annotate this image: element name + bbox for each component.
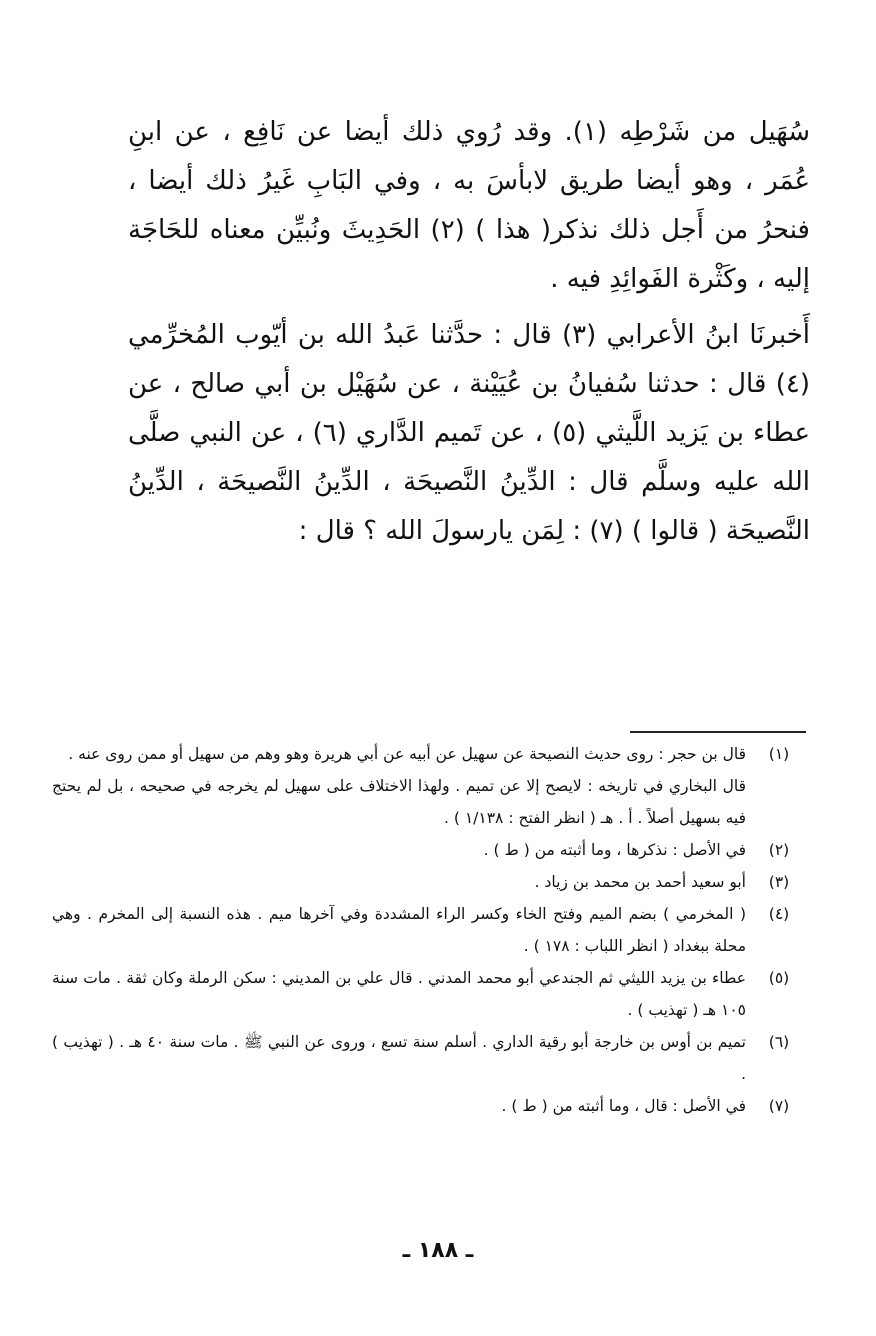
footnote-2 xyxy=(52,834,812,866)
footnote-3 xyxy=(52,866,812,898)
footnote-text: تميم بن أوس بن خارجة أبو رقية الداري . أسلم سنة تسع ، وروى عن النبي ﷺ . مات سنة ٤٠ هـ . ( تهذيب ) . xyxy=(52,1033,746,1083)
footnote-text: في الأصل : نذكرها ، وما أثبته من ( ط ) . xyxy=(483,841,746,859)
main-text xyxy=(128,108,810,556)
footnote-1 xyxy=(52,738,812,834)
footnote-text xyxy=(52,738,746,834)
footnote-text: أبو سعيد أحمد بن محمد بن زياد . xyxy=(534,873,746,891)
footnote-6 xyxy=(52,1026,812,1090)
footnote-number: (١) xyxy=(768,745,790,763)
footnote-separator xyxy=(630,731,806,733)
footnote-number: (٣) xyxy=(768,873,790,891)
footnote-line: قال بن حجر : روى حديث النصيحة عن سهيل عن أبيه عن أبي هريرة وهو وهم من سهيل أو ممن روى عنه . xyxy=(68,745,746,763)
footnote-5 xyxy=(52,962,812,1026)
paragraph-2: أَخبرنَا ابنُ الأعرابي (٣) قال : حدَّثنا عَبدُ الله بن أيّوب المُخرِّمي (٤) قال : حدثنا سُفيانُ بن عُيَيْنة ، عن سُهَيْل بن أبي صالح ، عن عطاء بن يَزيد اللَّيثي (٥) ، عن تَميم الدَّاري (٦) ، عن النبي صلَّى الله عليه وسلَّم قال : الدِّينُ النَّصيحَة ، الدِّينُ النَّصيحَة ، الدِّينُ النَّصيحَة ( قالوا ) (٧) : لِمَن يارسولَ الله ؟ قال : xyxy=(128,320,810,546)
footnote-4 xyxy=(52,898,812,962)
footnote-number: (٧) xyxy=(768,1097,790,1115)
footnote-line: قال البخاري في تاريخه : لايصح إلا عن تميم . ولهذا الاختلاف على سهيل لم يخرجه في صحيحه ، بل لم يحتج فيه بسهيل أصلاً . أ . هـ ( انظر الفتح : ١/١٣٨ ) . xyxy=(52,777,746,827)
paragraph-1: سُهَيل من شَرْطِه (١). وقد رُوي ذلك أيضا عن نَافِع ، عن ابنِ عُمَر ، وهو أيضا طريق لابأسَ به ، وفي البَابِ غَيرُ ذلك أيضا ، فنحرُ من أَجل ذلك نذكر( هذا ) (٢) الحَدِيثَ ونُبيِّن معناه للحَاجَة إليه ، وكَثْرة الفَوائِدِ فيه . xyxy=(128,117,810,294)
footnote-text: في الأصل : قال ، وما أثبته من ( ط ) . xyxy=(501,1097,746,1115)
footnote-number: (٤) xyxy=(768,905,790,923)
footnotes xyxy=(52,738,812,1122)
footnote-7 xyxy=(52,1090,812,1122)
page-number: ـ ١٨٨ ـ xyxy=(402,1238,474,1263)
footnote-number: (٥) xyxy=(768,969,790,987)
footnote-number: (٦) xyxy=(768,1033,790,1051)
footnote-number: (٢) xyxy=(768,841,790,859)
footnote-text: ( المخرمي ) بضم الميم وفتح الخاء وكسر الراء المشددة وفي آخرها ميم . هذه النسبة إلى المخرم . وهي محلة ببغداد ( انظر اللباب : ١٧٨ ) . xyxy=(52,905,746,955)
footnote-text: عطاء بن يزيد الليثي ثم الجندعي أبو محمد المدني . قال علي بن المديني : سكن الرملة وكان ثقة . مات سنة ١٠٥ هـ ( تهذيب ) . xyxy=(52,969,746,1019)
